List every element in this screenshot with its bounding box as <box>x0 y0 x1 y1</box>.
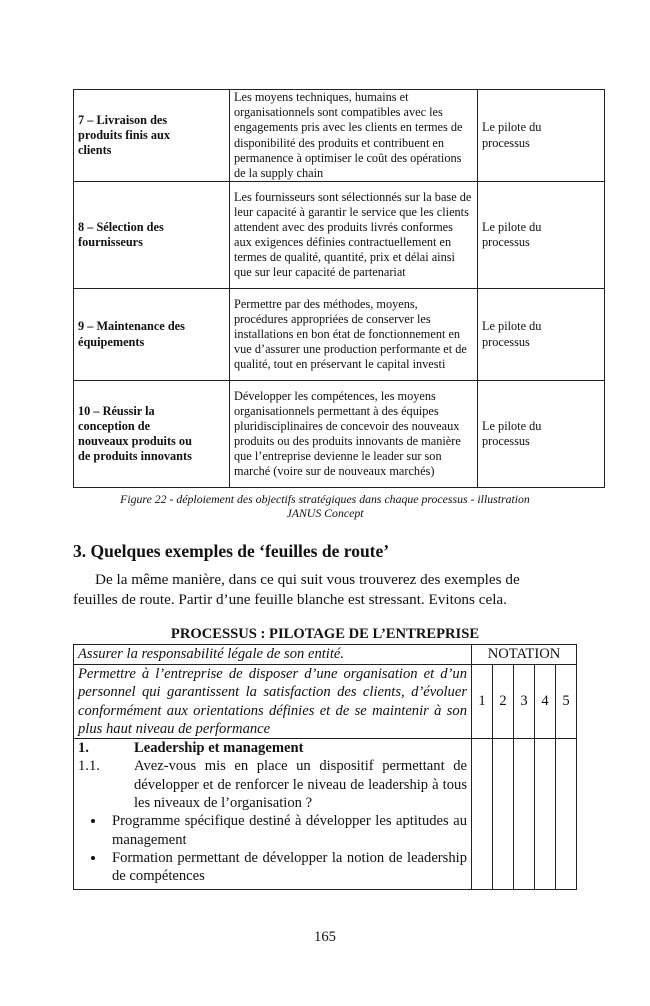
score-cell-1[interactable] <box>472 739 493 890</box>
list-item: • Programme spécifique destiné à développer les aptitudes au management <box>106 812 467 849</box>
roadmap-table <box>73 644 577 890</box>
table-row <box>74 289 605 381</box>
process-name-line: de produits innovants <box>78 449 192 464</box>
score-cell-2[interactable] <box>493 739 514 890</box>
process-name-line: nouveaux produits ou <box>78 434 192 448</box>
section-title-text: Leadership et management <box>134 740 304 757</box>
paragraph-line: De la même manière, dans ce qui suit vous trouverez des exemples de <box>95 571 520 588</box>
process-name-cell <box>74 381 230 488</box>
process-objective-cell: Les fournisseurs sont sélectionnés sur la base de leur capacité à garantir le service que les clients attendent avec des produits livrés conformes aux exigences définies contractuellement en termes de qualité, quantité, prix et délai ainsi que sur leur capacité de partenariat <box>230 182 478 289</box>
process-name-line: 9 – Maintenance des <box>78 319 185 334</box>
process-name-line: 8 – Sélection des <box>78 219 164 234</box>
process-owner-cell <box>478 90 605 182</box>
process-owner-line: processus <box>482 135 530 150</box>
score-column-4: 4 <box>535 665 556 739</box>
process-owner-line: processus <box>482 235 530 249</box>
process-name-line: 7 – Livraison des <box>78 112 168 127</box>
process-objectives-table <box>73 89 605 488</box>
process-name-cell <box>74 90 230 182</box>
section-heading: 3. Quelques exemples de ‘feuilles de route’ <box>73 541 390 561</box>
process-name-cell <box>74 182 230 289</box>
page-number: 165 <box>314 929 336 945</box>
process-objective-cell: Les moyens techniques, humains et organisationnels sont compatibles avec les engagements pris avec les clients en termes de disponibilité des produits et contribuent en permanence à optimiser le coût des opérations de la supply chain <box>230 90 478 182</box>
roadmap-intro-line1: Assurer la responsabilité légale de son entité. <box>74 645 472 665</box>
process-name-line: 10 – Réussir la <box>78 403 155 418</box>
bullet-list <box>78 812 467 885</box>
process-objective-cell: Développer les compétences, les moyens organisationnels permettant à des équipes pluridisciplinaires de concevoir des nouveaux produits ou des produits innovants de manière que l’entreprise devienne le leader sur son marché (voire sur de nouveaux marchés) <box>230 381 478 488</box>
process-name-line: conception de <box>78 418 151 433</box>
question-text: Avez-vous mis en place un dispositif permettant de développer et de renforcer le niveau de leadership à tous les niveaux de l’organisation ? <box>134 758 467 812</box>
score-cell-4[interactable] <box>535 739 556 890</box>
process-name-line: équipements <box>78 334 145 349</box>
roadmap-intro-line2: Permettre à l’entreprise de disposer d’une organisation et d’un personnel qui garantissent la satisfaction des clients, d’évoluer conformément aux orientations définies et de se maintenir à son plus haut niveau de performance <box>74 665 472 739</box>
process-owner-cell <box>478 381 605 488</box>
intro-paragraph <box>73 570 577 610</box>
process-name-line: fournisseurs <box>78 235 143 249</box>
score-cell-5[interactable] <box>556 739 577 890</box>
roadmap-item-cell <box>74 739 472 890</box>
section-title <box>78 739 467 757</box>
score-column-1: 1 <box>472 665 493 739</box>
notation-header: NOTATION <box>472 645 577 665</box>
process-owner-line: Le pilote du <box>482 418 542 433</box>
list-item: • Formation permettant de développer la notion de leadership de compétences <box>106 849 467 886</box>
score-column-3: 3 <box>514 665 535 739</box>
score-column-2: 2 <box>493 665 514 739</box>
score-column-5: 5 <box>556 665 577 739</box>
table-row <box>74 182 605 289</box>
roadmap-title: PROCESSUS : PILOTAGE DE L’ENTREPRISE <box>170 626 480 642</box>
process-name-line: clients <box>78 143 112 158</box>
section-number: 1. <box>78 740 89 757</box>
table-row <box>74 90 605 182</box>
process-owner-line: Le pilote du <box>482 319 542 334</box>
process-owner-cell <box>478 289 605 381</box>
process-owner-line: Le pilote du <box>482 219 542 234</box>
process-owner-cell <box>478 182 605 289</box>
figure-caption <box>73 492 577 520</box>
table-row <box>74 739 577 890</box>
question <box>78 757 467 812</box>
score-cell-3[interactable] <box>514 739 535 890</box>
process-owner-line: processus <box>482 334 530 349</box>
caption-line: JANUS Concept <box>286 506 364 520</box>
question-number: 1.1. <box>78 758 100 775</box>
paragraph-line: feuilles de route. Partir d’une feuille blanche est stressant. Evitons cela. <box>73 591 507 608</box>
process-owner-line: processus <box>482 434 530 448</box>
process-owner-line: Le pilote du <box>482 120 542 135</box>
table-row <box>74 665 577 739</box>
process-name-line: produits finis aux <box>78 127 171 142</box>
caption-line: Figure 22 - déploiement des objectifs stratégiques dans chaque processus - illustration <box>120 492 530 506</box>
table-row <box>74 645 577 665</box>
process-objective-cell: Permettre par des méthodes, moyens, procédures appropriées de conserver les installations en bon état de fonctionnement en vue d’assurer une production performante et de qualité, tout en préservant le capital investi <box>230 289 478 381</box>
table-row <box>74 381 605 488</box>
process-name-cell <box>74 289 230 381</box>
